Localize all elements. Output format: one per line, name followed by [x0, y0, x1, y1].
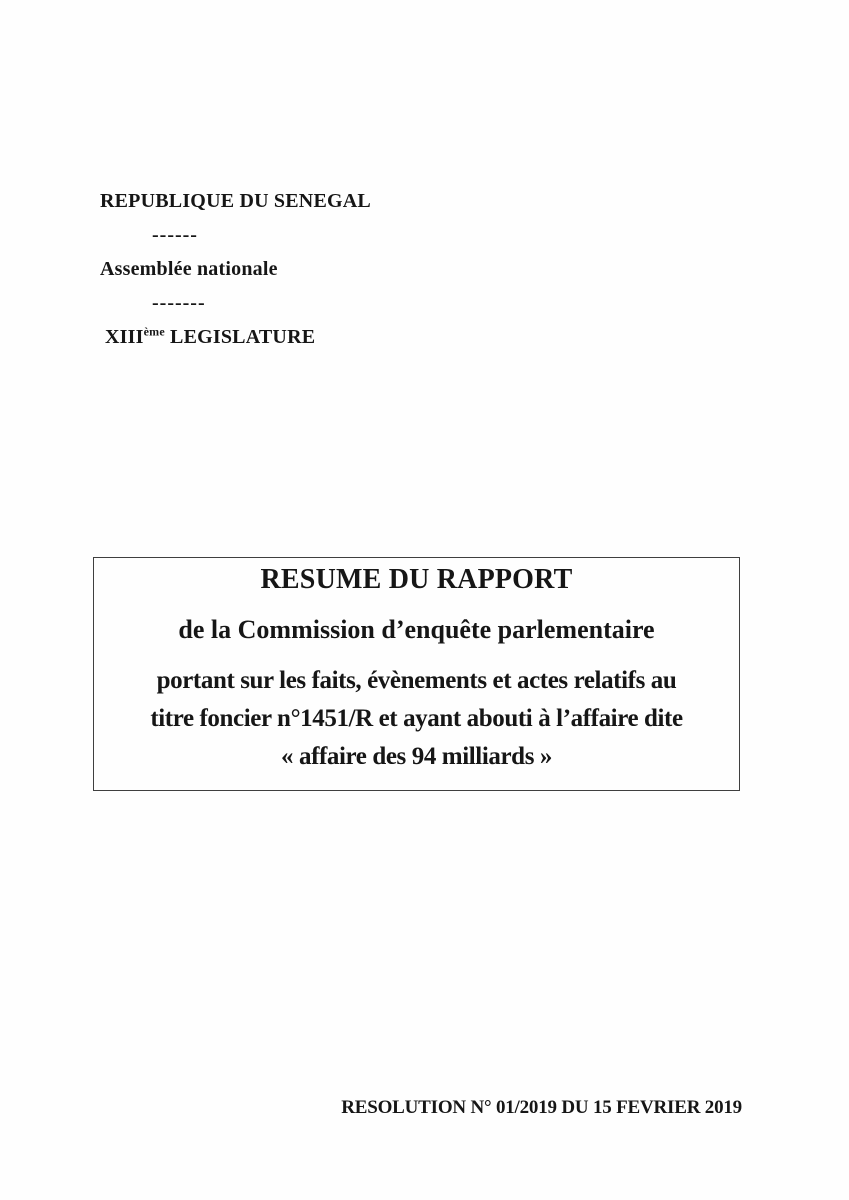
- separator-dashes-1: ------: [152, 224, 198, 246]
- legislature-line: [105, 326, 371, 348]
- legislature-roman: XIII: [105, 326, 144, 348]
- separator-dashes-2: -------: [152, 292, 206, 314]
- report-description-line-3: « affaire des 94 milliards »: [281, 743, 552, 770]
- report-description: [96, 662, 737, 776]
- country-title: REPUBLIQUE DU SENEGAL: [100, 190, 371, 212]
- report-title: RESUME DU RAPPORT: [260, 564, 573, 595]
- report-subtitle: de la Commission d’enquête parlementaire: [178, 615, 655, 644]
- legislature-ordinal-suffix: ème: [143, 324, 165, 339]
- header-block: [100, 190, 371, 360]
- legislature-label: LEGISLATURE: [164, 326, 316, 348]
- resolution-reference: RESOLUTION N° 01/2019 DU 15 FEVRIER 2019: [341, 1097, 742, 1118]
- report-description-line-1: portant sur les faits, évènements et actes relatifs au: [156, 667, 677, 694]
- report-description-line-2: titre foncier n°1451/R et ayant abouti à l’affaire dite: [150, 705, 683, 732]
- report-title-box: [93, 557, 740, 791]
- institution-name: Assemblée nationale: [100, 258, 278, 280]
